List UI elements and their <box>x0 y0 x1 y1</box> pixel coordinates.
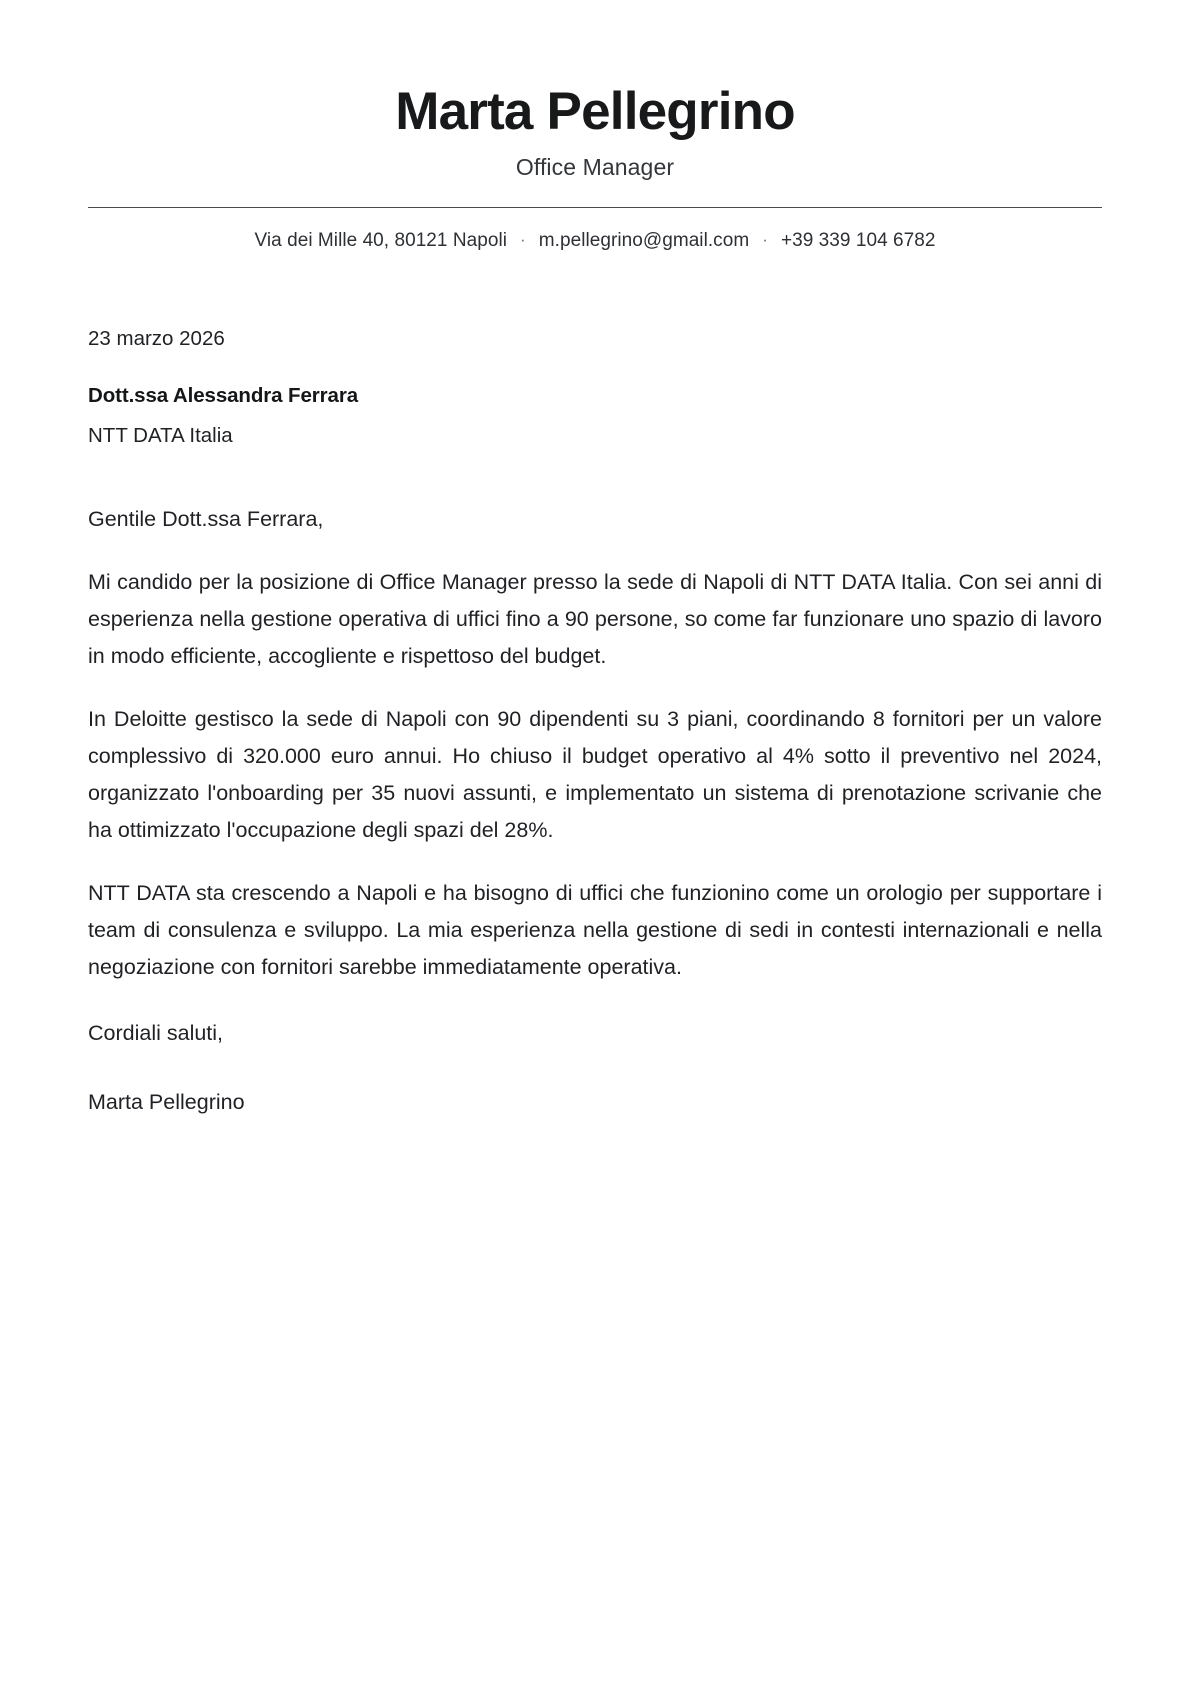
recipient-company: NTT DATA Italia <box>88 423 233 447</box>
candidate-job-title: Office Manager <box>515 154 675 181</box>
letter-body <box>88 502 1102 1120</box>
body-paragraph-1: Mi candido per la posizione di Office Manager presso la sede di Napoli di NTT DATA Italia. Con sei anni di esperienza nella gestione operativa di uffici fino a 90 persone, so come far funzionare uno spazio di lavoro in modo efficiente, accogliente e rispettoso del budget. <box>88 570 1102 669</box>
contact-separator-icon: · <box>762 230 768 250</box>
letter-meta <box>88 324 1102 451</box>
body-paragraph-3: NTT DATA sta crescendo a Napoli e ha bisogno di uffici che funzionino come un orologio per supportare i team di consulenza e sviluppo. La mia esperienza nella gestione di sedi in contesti internazionali e nella negoziazione con fornitori sarebbe immediatamente operativa. <box>88 881 1102 980</box>
contact-address: Via dei Mille 40, 80121 Napoli <box>254 230 508 252</box>
page-title: Marta Pellegrino <box>395 82 795 141</box>
letter-date: 23 marzo 2026 <box>88 327 225 351</box>
salutation: Gentile Dott.ssa Ferrara, <box>88 506 324 531</box>
contact-email[interactable]: m.pellegrino@gmail.com <box>538 230 750 252</box>
signature-name: Marta Pellegrino <box>88 1089 245 1114</box>
closing-salutation: Cordiali saluti, <box>88 1021 224 1046</box>
contact-info <box>88 230 1102 252</box>
body-paragraph-2: In Deloitte gestisco la sede di Napoli con 90 dipendenti su 3 piani, coordinando 8 fornitori per un valore complessivo di 320.000 euro annui. Ho chiuso il budget operativo al 4% sotto il preventivo nel 2024, organizzato l'onboarding per 35 nuovi assunti, e implementato un sistema di prenotazione scrivanie che ha ottimizzato l'occupazione degli spazi del 28%. <box>88 707 1102 843</box>
recipient-name: Dott.ssa Alessandra Ferrara <box>88 384 358 408</box>
contact-separator-icon: · <box>520 230 526 250</box>
contact-phone[interactable]: +39 339 104 6782 <box>780 230 936 252</box>
recipient-block <box>88 381 1102 452</box>
header-divider <box>88 207 1102 208</box>
letterhead <box>88 70 1102 252</box>
